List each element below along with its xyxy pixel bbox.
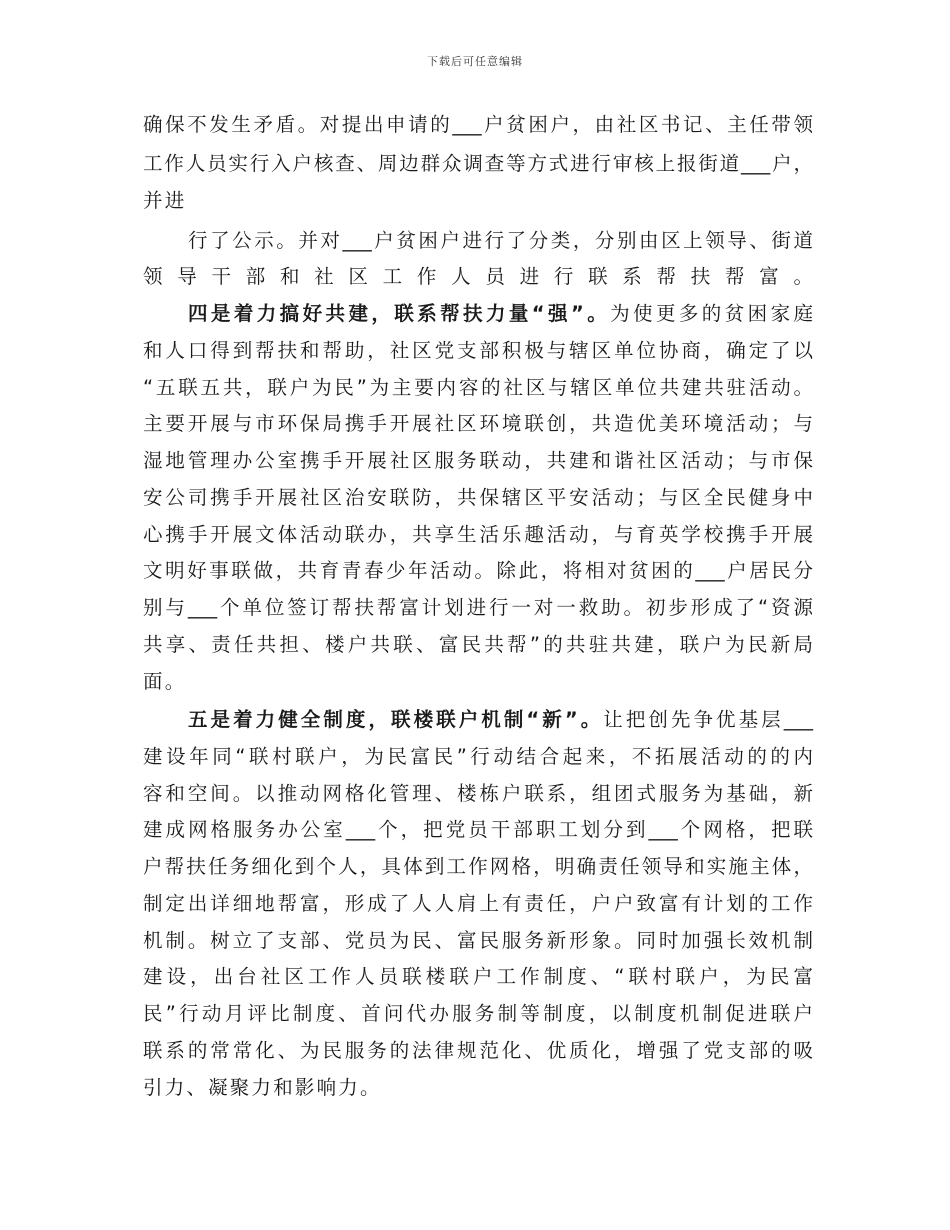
body-line: 机制。树立了支部、党员为民、富民服务新形象。同时加强长效机制 <box>143 929 813 952</box>
body-line: 心携手开展文体活动联办，共享生活乐趣活动，与育英学校携手开展 <box>143 523 813 546</box>
body-line: 确保不发生矛盾。对提出申请的___户贫困户，由社区书记、主任带领 <box>143 113 813 136</box>
body-line: 和人口得到帮扶和帮助，社区党支部积极与辖区单位协商，确定了以 <box>143 339 813 362</box>
body-line: 引力、凝聚力和影响力。 <box>143 1076 382 1099</box>
body-line: 建设年同“联村联户，为民富民”行动结合起来，不拓展活动的的内 <box>143 745 813 768</box>
body-line: “五联五共，联户为民”为主要内容的社区与辖区单位共建共驻活动。 <box>143 376 813 399</box>
body-line: 共享、责任共担、楼户共联、富民共帮”的共驻共建，联户为民新局 <box>143 633 813 656</box>
body-line: 湿地管理办公室携手开展社区服务联动，共建和谐社区活动；与市保 <box>143 449 813 472</box>
body-line: 安公司携手开展社区治安联防，共保辖区平安活动；与区全民健身中 <box>143 486 813 509</box>
body-line: 领导干部和社区工作人员进行联系帮扶帮富。 <box>143 265 813 288</box>
body-line: 文明好事联做，共育青春少年活动。除此，将相对贫困的___户居民分 <box>143 559 813 582</box>
page-header: 下载后可任意编辑 <box>427 55 523 68</box>
paragraph-five-first-line <box>188 705 813 735</box>
body-line: 建设，出台社区工作人员联楼联户工作制度、“联村联户，为民富 <box>143 965 813 988</box>
body-line: 制定出详细地帮富，形成了人人肩上有责任，户户致富有计划的工作 <box>143 892 813 915</box>
section-heading-four: 四是着力搞好共建，联系帮扶力量“强”。 <box>188 302 611 325</box>
body-line: 民”行动月评比制度、首问代办服务制等制度，以制度机制促进联户 <box>143 1002 813 1025</box>
body-line: 行了公示。并对___户贫困户进行了分类，分别由区上领导、街道 <box>188 229 813 252</box>
body-line: 容和空间。以推动网格化管理、楼栋户联系，组团式服务为基础，新 <box>143 782 813 805</box>
body-line: 面。 <box>143 670 187 693</box>
body-line: 联系的常常化、为民服务的法律规范化、优质化，增强了党支部的吸 <box>143 1039 813 1062</box>
body-line: 并进 <box>143 189 187 212</box>
body-text: 让把创先争优基层___ <box>603 708 813 731</box>
body-line: 主要开展与市环保局携手开展社区环境联创，共造优美环境活动；与 <box>143 412 813 435</box>
body-line: 建成网格服务办公室___个，把党员干部职工划分到___个网格，把联 <box>143 818 813 841</box>
body-line: 别与___个单位签订帮扶帮富计划进行一对一救助。初步形成了“资源 <box>143 596 813 619</box>
body-line: 工作人员实行入户核查、周边群众调查等方式进行审核上报街道___户， <box>143 152 813 175</box>
paragraph-four-first-line <box>188 299 813 329</box>
body-text: 为使更多的贫困家庭 <box>610 302 813 325</box>
body-line: 户帮扶任务细化到个人，具体到工作网格，明确责任领导和实施主体， <box>143 855 813 878</box>
section-heading-five: 五是着力健全制度，联楼联户机制“新”。 <box>188 708 604 731</box>
